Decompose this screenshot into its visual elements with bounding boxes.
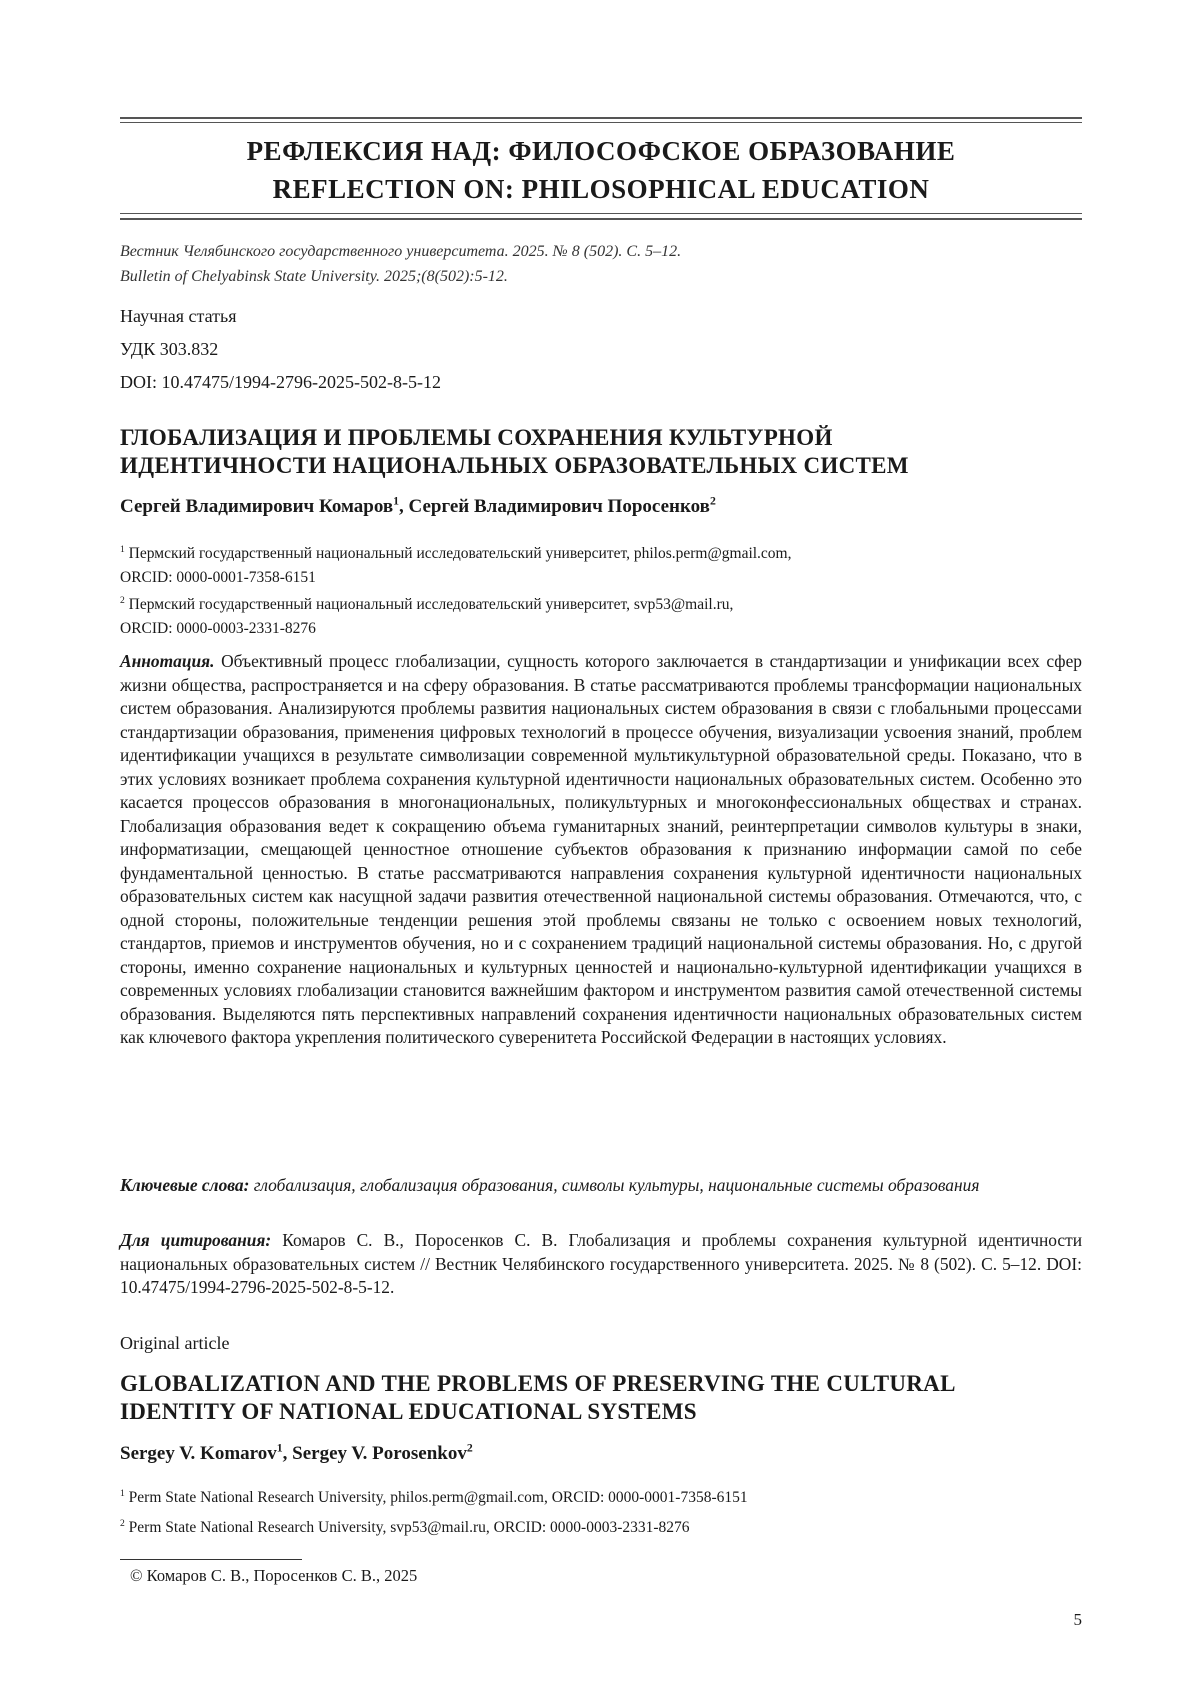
affiliation-en-1 [120, 1486, 1082, 1510]
affiliation-ru-1-line2: ORCID: 0000-0001-7358-6151 [120, 569, 316, 586]
abstract [120, 650, 1082, 1050]
abstract-label: Аннотация. [120, 651, 215, 671]
article-type-en: Original article [120, 1333, 230, 1353]
affiliation-ru-1 [120, 542, 1082, 590]
article-title-ru [120, 424, 1082, 480]
section-banner-ru: РЕФЛЕКСИЯ НАД: ФИЛОСОФСКОЕ ОБРАЗОВАНИЕ [246, 136, 956, 166]
affiliation-ru-2-line2: ORCID: 0000-0003-2331-8276 [120, 620, 316, 637]
authors-en [120, 1443, 473, 1465]
author-1-ru-sup: 1 [393, 494, 400, 508]
doi: DOI: 10.47475/1994-2796-2025-502-8-5-12 [120, 372, 441, 392]
article-title-ru-line1: ГЛОБАЛИЗАЦИЯ И ПРОБЛЕМЫ СОХРАНЕНИЯ КУЛЬТУРНОЙ [120, 425, 833, 450]
author-2-ru: Сергей Владимирович Поросенков [408, 496, 710, 517]
article-title-ru-line2: ИДЕНТИЧНОСТИ НАЦИОНАЛЬНЫХ ОБРАЗОВАТЕЛЬНЫХ СИСТЕМ [120, 453, 909, 478]
author-1-ru: Сергей Владимирович Комаров [120, 496, 394, 517]
journal-citation-en: Bulletin of Chelyabinsk State University. 2025;(8(502):5-12. [120, 268, 508, 285]
author-sep-ru: , [399, 496, 409, 517]
abstract-text: Объективный процесс глобализации, сущность которого заключается в стандартизации и унификации всех сфер жизни общества, распространяется и на сферу образования. В статье рассматриваются проблемы трансформации национальных систем образования. Анализируются проблемы развития национальных систем образования в связи с глобальными процессами стандартизации образования, применения цифровых технологий в процессе обучения, визуализации усвоения знаний, проблем идентификации учащихся в результате символизации современной мультикультурной образовательной среды. Показано, что в этих условиях возникает проблема сохранения культурной идентичности национальных образовательных систем. Особенно это касается процессов образования в многонациональных, поликультурных и многоконфессиональных обществах и странах. Глобализация образования ведет к сокращению объема гуманитарных знаний, реинтерпретации символов культуры в знаки, информатизации, смещающей ценностное отношение субъектов образования к признанию информации самой по себе фундаментальной ценностью. В статье рассматриваются направления сохранения культурной идентичности национальных образовательных систем как насущной задачи развития отечественной национальной системы образования. Отмечаются, что, с одной стороны, положительные тенденции решения этой проблемы связаны не только с освоением новых технологий, стандартов, приемов и инструментов обучения, но и с сохранением традиций национальной системы образования. Но, с другой стороны, именно сохранение национальных и культурных ценностей и национально-культурной идентификации учащихся в современных условиях глобализации становится важнейшим фактором и инструментом развития самой отечественной системы образования. Выделяются пять перспективных направлений сохранения идентичности национальных образовательных систем как ключевого фактора укрепления политического суверенитета Российской Федерации в настоящих условиях. [120, 651, 1082, 1047]
keywords-text: глобализация, глобализация образования, символы культуры, национальные системы образования [253, 1175, 980, 1195]
author-2-en: Sergey V. Porosenkov [292, 1443, 467, 1464]
author-2-ru-sup: 2 [709, 494, 716, 508]
footnote-rule [120, 1559, 302, 1560]
affiliation-en-2 [120, 1516, 1082, 1540]
author-1-en: Sergey V. Komarov [120, 1443, 277, 1464]
authors-ru [120, 496, 716, 518]
udc: УДК 303.832 [120, 339, 219, 359]
article-type-ru: Научная статья [120, 306, 237, 326]
affiliation-ru-2 [120, 593, 1082, 641]
affiliation-en-2-text: Perm State National Research University, svp53@mail.ru, ORCID: 0000-0003-2331-8276 [128, 1519, 690, 1536]
affiliation-en-1-sup: 1 [120, 1487, 125, 1499]
journal-citation-ru: Вестник Челябинского государственного университета. 2025. № 8 (502). С. 5–12. [120, 243, 682, 260]
affiliation-ru-2-sup: 2 [120, 594, 125, 606]
bottom-rule-1 [120, 213, 1082, 214]
article-title-en-line1: GLOBALIZATION AND THE PROBLEMS OF PRESERVING THE CULTURAL [120, 1371, 956, 1396]
bottom-rule-2 [120, 218, 1082, 220]
article-title-en-line2: IDENTITY OF NATIONAL EDUCATIONAL SYSTEMS [120, 1399, 697, 1424]
author-sep-en: , [282, 1443, 293, 1464]
citation-label: Для цитирования: [120, 1230, 272, 1250]
citation-text: Комаров С. В., Поросенков С. В. Глобализация и проблемы сохранения культурной идентичности национальных образовательных систем // Вестник Челябинского государственного университета. 2025. № 8 (502). С. 5–12. DOI: 10.47475/1994-2796-2025-502-8-5-12. [120, 1230, 1083, 1297]
affiliation-en-1-text: Perm State National Research University, philos.perm@gmail.com, ORCID: 0000-0001-7358-6151 [128, 1489, 748, 1506]
author-2-en-sup: 2 [466, 1441, 473, 1455]
keywords-label: Ключевые слова: [120, 1175, 250, 1195]
keywords [120, 1174, 1082, 1198]
citation [120, 1229, 1082, 1300]
top-rule-1 [120, 117, 1082, 119]
affiliation-en-2-sup: 2 [120, 1517, 125, 1529]
top-rule-2 [120, 122, 1082, 123]
article-title-en [120, 1370, 1082, 1426]
section-banner-en: REFLECTION ON: PHILOSOPHICAL EDUCATION [272, 174, 930, 204]
copyright: © Комаров С. В., Поросенков С. В., 2025 [130, 1566, 418, 1585]
affiliation-ru-1-line1: Пермский государственный национальный исследовательский университет, philos.perm@gmail.com, [128, 545, 792, 562]
author-1-en-sup: 1 [276, 1441, 283, 1455]
page-number: 5 [1073, 1610, 1082, 1629]
affiliation-ru-2-line1: Пермский государственный национальный исследовательский университет, svp53@mail.ru, [128, 596, 734, 613]
affiliation-ru-1-sup: 1 [120, 543, 125, 555]
